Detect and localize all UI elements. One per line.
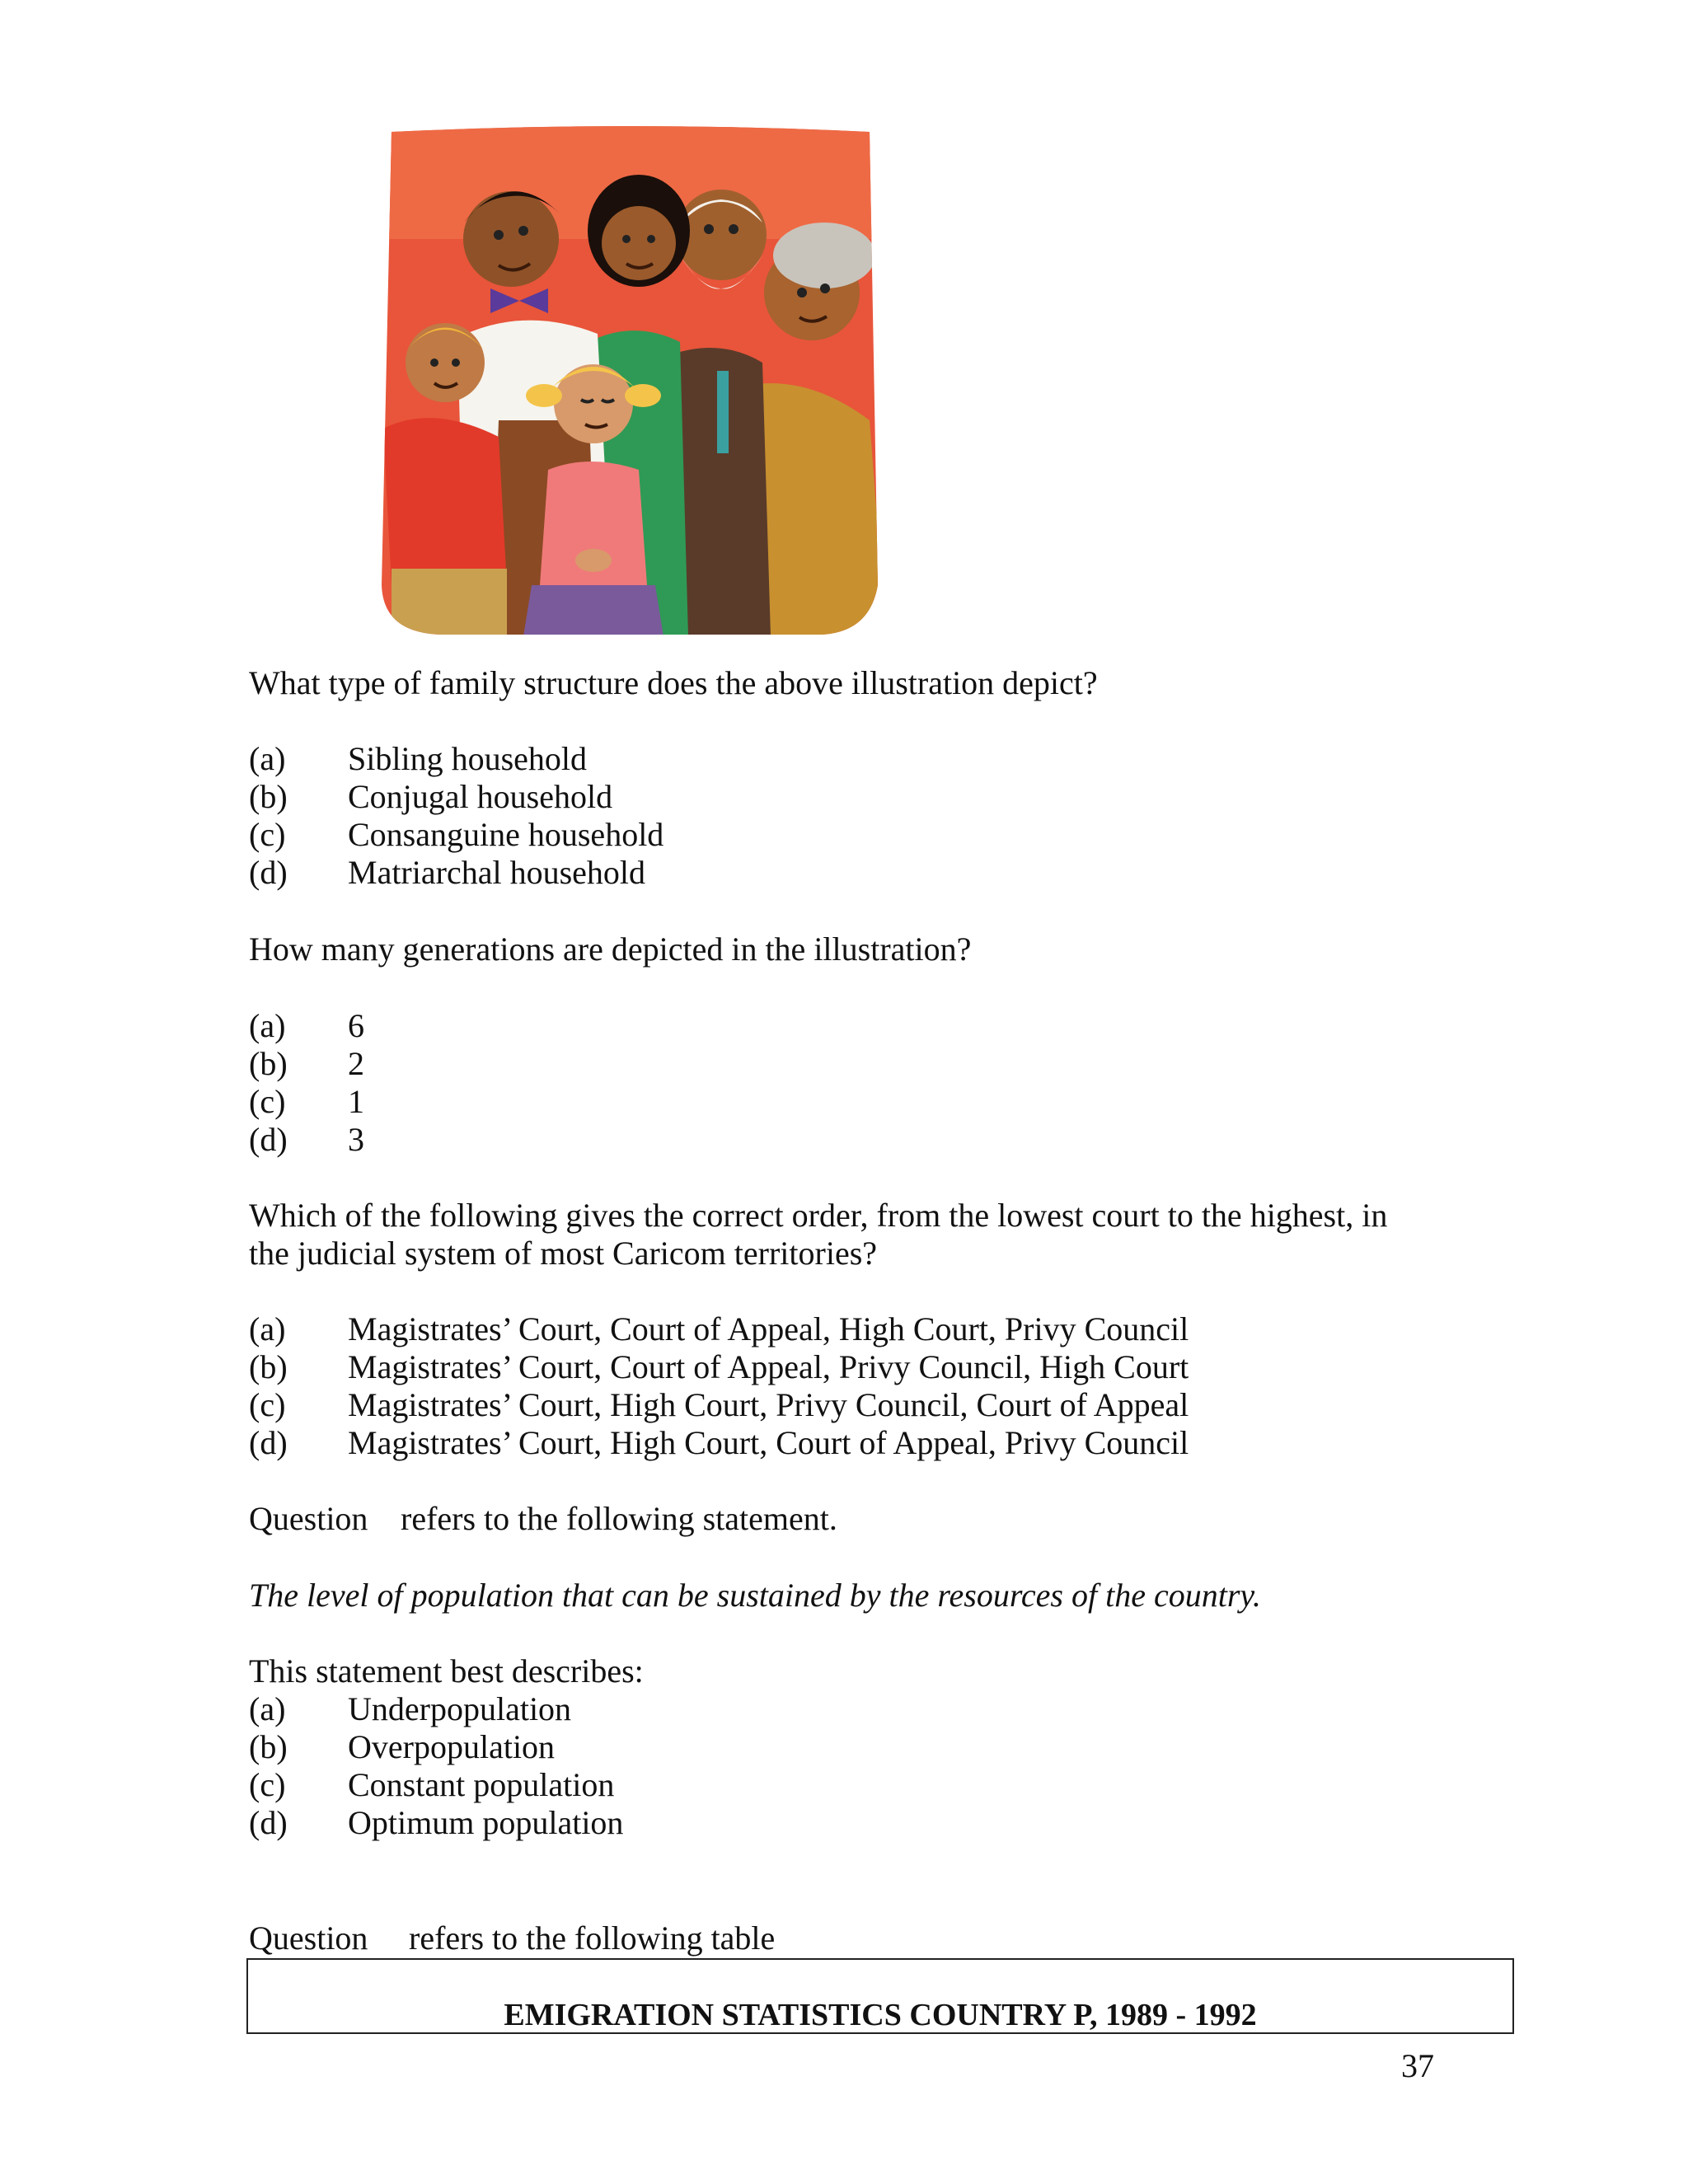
option-text: Conjugal household bbox=[348, 778, 613, 815]
intro-rest: refers to the following table bbox=[409, 1919, 776, 1957]
option-letter: (c) bbox=[249, 1386, 286, 1423]
q1-option-b bbox=[249, 778, 612, 816]
question-3-text-line2: the judicial system of most Caricom territories? bbox=[249, 1235, 878, 1272]
q1-option-d bbox=[249, 854, 645, 892]
option-letter: (c) bbox=[249, 1083, 286, 1120]
intro-word: Question bbox=[249, 1919, 368, 1957]
question-4-intro bbox=[249, 1500, 837, 1538]
emigration-table bbox=[246, 1958, 1514, 2034]
option-letter: (a) bbox=[249, 1007, 286, 1044]
option-text: Matriarchal household bbox=[348, 854, 645, 891]
option-text: Magistrates’ Court, Court of Appeal, High Court, Privy Council bbox=[348, 1310, 1189, 1347]
question-4-prompt: This statement best describes: bbox=[249, 1652, 644, 1690]
option-letter: (b) bbox=[249, 778, 288, 815]
option-letter: (c) bbox=[249, 1766, 286, 1803]
q2-option-d bbox=[249, 1121, 364, 1159]
q4-option-a bbox=[249, 1690, 571, 1728]
option-letter: (a) bbox=[249, 1310, 286, 1347]
option-letter: (a) bbox=[249, 740, 286, 777]
option-letter: (c) bbox=[249, 816, 286, 853]
intro-word: Question bbox=[249, 1500, 368, 1537]
question-3-text-line1: Which of the following gives the correct order, from the lowest court to the highest, in bbox=[249, 1197, 1388, 1234]
q4-option-b bbox=[249, 1728, 555, 1766]
question-1-text: What type of family structure does the above illustration depict? bbox=[249, 664, 1098, 701]
q1-option-a bbox=[249, 740, 587, 778]
family-illustration bbox=[375, 124, 886, 636]
option-text: 6 bbox=[348, 1007, 364, 1044]
option-text: Magistrates’ Court, Court of Appeal, Privy Council, High Court bbox=[348, 1348, 1189, 1385]
option-letter: (b) bbox=[249, 1045, 288, 1082]
option-text: Magistrates’ Court, High Court, Privy Council, Court of Appeal bbox=[348, 1386, 1189, 1423]
q4-option-c bbox=[249, 1766, 614, 1804]
option-text: 3 bbox=[348, 1121, 364, 1158]
option-letter: (b) bbox=[249, 1348, 288, 1385]
option-text: Magistrates’ Court, High Court, Court of Appeal, Privy Council bbox=[348, 1424, 1189, 1461]
option-letter: (a) bbox=[249, 1690, 286, 1727]
table-title: EMIGRATION STATISTICS COUNTRY P, 1989 - 1992 bbox=[504, 1998, 1257, 2032]
option-text: 1 bbox=[348, 1083, 364, 1120]
option-text: 2 bbox=[348, 1045, 364, 1082]
option-letter: (d) bbox=[249, 1424, 288, 1461]
option-text: Sibling household bbox=[348, 740, 588, 777]
question-4-statement: The level of population that can be sustained by the resources of the country. bbox=[249, 1577, 1261, 1614]
q3-option-c bbox=[249, 1386, 1189, 1424]
q3-option-d bbox=[249, 1424, 1189, 1462]
option-letter: (d) bbox=[249, 1804, 288, 1841]
q3-option-b bbox=[249, 1348, 1189, 1386]
q2-option-a bbox=[249, 1007, 364, 1045]
option-text: Overpopulation bbox=[348, 1728, 556, 1765]
question-5-intro bbox=[249, 1919, 775, 1957]
option-text: Consanguine household bbox=[348, 816, 664, 853]
q4-option-d bbox=[249, 1804, 623, 1842]
option-letter: (d) bbox=[249, 1121, 288, 1158]
option-letter: (b) bbox=[249, 1728, 288, 1765]
q2-option-b bbox=[249, 1045, 364, 1083]
q1-option-c bbox=[249, 816, 663, 854]
option-text: Underpopulation bbox=[348, 1690, 572, 1727]
q3-option-a bbox=[249, 1310, 1189, 1348]
option-letter: (d) bbox=[249, 854, 288, 891]
q2-option-c bbox=[249, 1083, 364, 1121]
page-number: 37 bbox=[1401, 2047, 1434, 2084]
question-2-text: How many generations are depicted in the illustration? bbox=[249, 930, 972, 968]
option-text: Constant population bbox=[348, 1766, 615, 1803]
option-text: Optimum population bbox=[348, 1804, 624, 1841]
intro-rest: refers to the following statement. bbox=[401, 1500, 837, 1537]
